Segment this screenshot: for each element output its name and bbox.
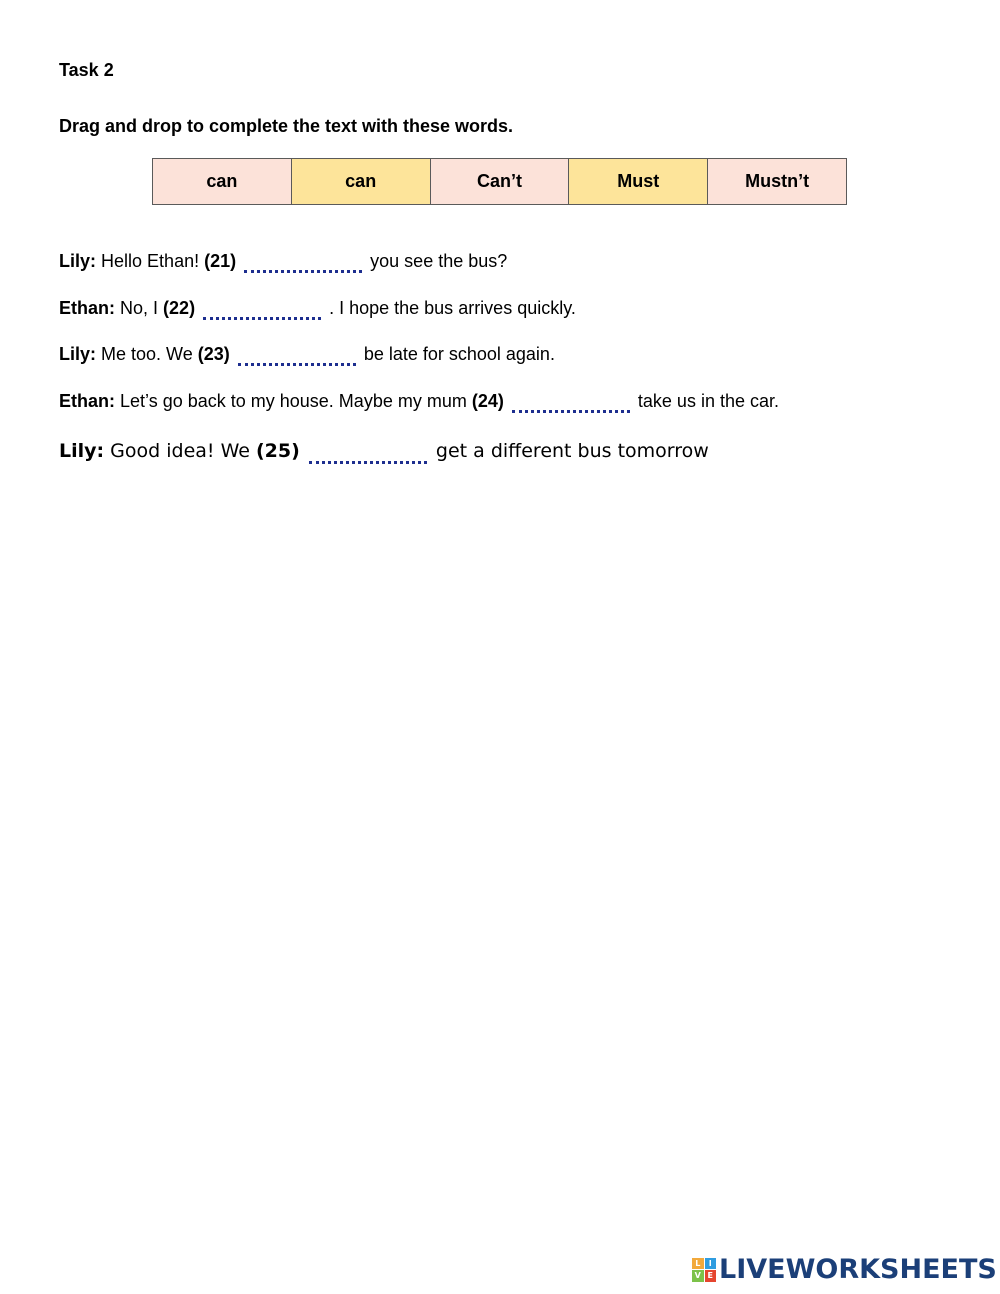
word-tile-must[interactable]: Must <box>569 159 708 204</box>
answer-blank-22[interactable] <box>203 299 321 320</box>
question-number: (23) <box>197 344 230 364</box>
logo-mark-letter: E <box>705 1270 717 1282</box>
answer-blank-25[interactable] <box>309 443 427 464</box>
dialogue-line-22 <box>59 298 576 320</box>
word-bank <box>152 158 847 205</box>
dialogue-text-before: Good idea! We <box>110 440 250 462</box>
logo-text: LIVEWORKSHEETS <box>719 1254 997 1285</box>
dialogue-text-after: . I hope the bus arrives quickly. <box>329 298 576 318</box>
dialogue-text-after: take us in the car. <box>637 391 779 411</box>
dialogue-text-before: Let’s go back to my house. Maybe my mum <box>120 391 467 411</box>
speaker-label: Lily: <box>59 440 105 462</box>
word-tile-mustnt[interactable]: Mustn’t <box>708 159 846 204</box>
speaker-label: Ethan: <box>59 391 115 411</box>
word-tile-cant[interactable]: Can’t <box>431 159 570 204</box>
logo-mark-letter: V <box>692 1270 704 1282</box>
word-tile-can-2[interactable]: can <box>292 159 431 204</box>
dialogue-text-before: No, I <box>120 298 159 318</box>
task-title: Task 2 <box>59 60 114 80</box>
speaker-label: Lily: <box>59 251 97 271</box>
dialogue-line-24 <box>59 391 779 413</box>
question-number: (25) <box>255 440 300 462</box>
task-instruction: Drag and drop to complete the text with these words. <box>59 116 514 136</box>
question-number: (22) <box>163 298 196 318</box>
dialogue-text-after: you see the bus? <box>370 251 508 271</box>
answer-blank-24[interactable] <box>512 392 630 413</box>
speaker-label: Lily: <box>59 344 97 364</box>
dialogue-text-after: get a different bus tomorrow <box>435 440 709 462</box>
answer-blank-23[interactable] <box>238 345 356 366</box>
logo-mark-letter: I <box>705 1258 717 1270</box>
dialogue-line-21 <box>59 251 507 273</box>
dialogue-text-before: Me too. We <box>101 344 193 364</box>
dialogue-text-before: Hello Ethan! <box>101 251 200 271</box>
question-number: (21) <box>204 251 237 271</box>
dialogue-line-25 <box>59 440 709 464</box>
dialogue-line-23 <box>59 344 555 366</box>
logo-mark-letter: L <box>692 1258 704 1270</box>
word-tile-can-1[interactable]: can <box>153 159 292 204</box>
liveworksheets-logo <box>692 1254 997 1285</box>
speaker-label: Ethan: <box>59 298 115 318</box>
logo-mark-icon <box>692 1258 716 1282</box>
question-number: (24) <box>471 391 504 411</box>
dialogue-text-after: be late for school again. <box>363 344 555 364</box>
answer-blank-21[interactable] <box>244 252 362 273</box>
